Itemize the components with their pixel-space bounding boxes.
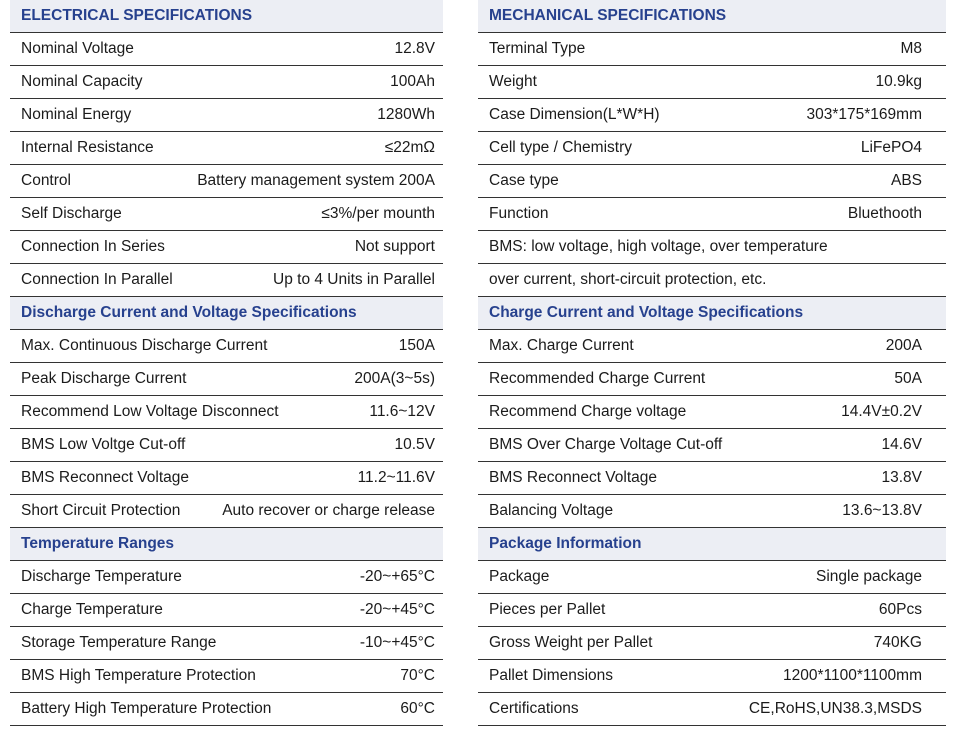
section-header: MECHANICAL SPECIFICATIONS xyxy=(478,0,946,33)
spec-label: Nominal Energy xyxy=(21,106,132,123)
spec-row xyxy=(10,363,443,396)
spec-value: 740KG xyxy=(873,634,922,651)
spec-row xyxy=(10,264,443,297)
right-column xyxy=(478,0,946,726)
spec-row xyxy=(478,99,946,132)
spec-value: 70°C xyxy=(400,667,435,684)
spec-value: Auto recover or charge release xyxy=(222,502,435,519)
spec-row xyxy=(10,330,443,363)
spec-label: Package xyxy=(489,568,550,585)
note-text: BMS: low voltage, high voltage, over temperature xyxy=(489,238,828,255)
package-section xyxy=(478,528,946,726)
spec-value: 10.5V xyxy=(394,436,435,453)
spec-value: CE,RoHS,UN38.3,MSDS xyxy=(748,700,922,717)
spec-value: 50A xyxy=(894,370,922,387)
spec-label: Short Circuit Protection xyxy=(21,502,181,519)
spec-row xyxy=(10,198,443,231)
spec-value: 150A xyxy=(398,337,435,354)
spec-value: -20~+65°C xyxy=(359,568,435,585)
spec-row xyxy=(10,693,443,726)
electrical-specs-section xyxy=(10,0,443,297)
spec-label: BMS Low Voltge Cut-off xyxy=(21,436,186,453)
spec-label: BMS Reconnect Voltage xyxy=(21,469,190,486)
spec-label: Nominal Capacity xyxy=(21,73,143,90)
spec-value: 100Ah xyxy=(390,73,435,90)
spec-label: Case type xyxy=(489,172,559,189)
spec-row xyxy=(10,495,443,528)
spec-label: BMS Over Charge Voltage Cut-off xyxy=(489,436,723,453)
spec-label: Charge Temperature xyxy=(21,601,163,618)
spec-label: Balancing Voltage xyxy=(489,502,614,519)
spec-value: 11.2~11.6V xyxy=(357,469,435,486)
spec-label: Discharge Temperature xyxy=(21,568,182,585)
spec-row xyxy=(478,429,946,462)
spec-row xyxy=(10,429,443,462)
section-header: Charge Current and Voltage Specifications xyxy=(478,297,946,330)
spec-row xyxy=(10,627,443,660)
spec-row xyxy=(10,33,443,66)
bms-note-line xyxy=(478,231,946,264)
spec-value: ≤3%/per mounth xyxy=(321,205,435,222)
spec-row xyxy=(10,594,443,627)
spec-row xyxy=(478,660,946,693)
spec-label: Storage Temperature Range xyxy=(21,634,217,651)
spec-row xyxy=(478,330,946,363)
note-text: over current, short-circuit protection, etc. xyxy=(489,271,767,288)
mechanical-specs-section xyxy=(478,0,946,297)
spec-row xyxy=(478,198,946,231)
section-header: ELECTRICAL SPECIFICATIONS xyxy=(10,0,443,33)
charge-specs-section xyxy=(478,297,946,528)
spec-value: 14.6V xyxy=(881,436,922,453)
spec-value: 200A(3~5s) xyxy=(354,370,435,387)
spec-label: Recommend Low Voltage Disconnect xyxy=(21,403,279,420)
spec-value: -20~+45°C xyxy=(359,601,435,618)
spec-label: Case Dimension(L*W*H) xyxy=(489,106,660,123)
spec-value: 14.4V±0.2V xyxy=(841,403,922,420)
spec-value: 303*175*169mm xyxy=(806,106,922,123)
spec-label: Cell type / Chemistry xyxy=(489,139,632,156)
spec-row xyxy=(10,99,443,132)
spec-row xyxy=(478,495,946,528)
spec-label: Terminal Type xyxy=(489,40,586,57)
spec-label: Function xyxy=(489,205,549,222)
spec-row xyxy=(478,462,946,495)
spec-value: 13.6~13.8V xyxy=(842,502,922,519)
spec-row xyxy=(10,396,443,429)
spec-value: Not support xyxy=(354,238,435,255)
bms-note-line xyxy=(478,264,946,297)
spec-label: Recommend Charge voltage xyxy=(489,403,687,420)
spec-row xyxy=(478,132,946,165)
spec-value: 60Pcs xyxy=(878,601,922,618)
spec-value: LiFePO4 xyxy=(860,139,922,156)
spec-value: 11.6~12V xyxy=(369,403,435,420)
spec-row xyxy=(478,396,946,429)
spec-label: Connection In Series xyxy=(21,238,165,255)
spec-row xyxy=(478,165,946,198)
spec-label: BMS High Temperature Protection xyxy=(21,667,256,684)
spec-row xyxy=(478,693,946,726)
spec-label: Connection In Parallel xyxy=(21,271,173,288)
spec-row xyxy=(478,561,946,594)
spec-value: Battery management system 200A xyxy=(197,172,435,189)
spec-row xyxy=(10,561,443,594)
spec-row xyxy=(10,231,443,264)
spec-label: Max. Charge Current xyxy=(489,337,634,354)
spec-label: Certifications xyxy=(489,700,579,717)
spec-row xyxy=(10,660,443,693)
spec-value: 13.8V xyxy=(881,469,922,486)
spec-value: 1200*1100*1100mm xyxy=(782,667,922,684)
section-header: Package Information xyxy=(478,528,946,561)
spec-value: ABS xyxy=(890,172,922,189)
spec-label: Max. Continuous Discharge Current xyxy=(21,337,268,354)
spec-value: Bluethooth xyxy=(847,205,922,222)
left-column xyxy=(10,0,443,726)
spec-label: Recommended Charge Current xyxy=(489,370,706,387)
spec-value: -10~+45°C xyxy=(359,634,435,651)
spec-label: BMS Reconnect Voltage xyxy=(489,469,658,486)
spec-value: Up to 4 Units in Parallel xyxy=(273,271,435,288)
spec-label: Self Discharge xyxy=(21,205,122,222)
section-header: Temperature Ranges xyxy=(10,528,443,561)
spec-value: 12.8V xyxy=(394,40,435,57)
spec-row xyxy=(10,66,443,99)
temperature-section xyxy=(10,528,443,726)
spec-row xyxy=(10,165,443,198)
discharge-specs-section xyxy=(10,297,443,528)
spec-row xyxy=(478,627,946,660)
spec-row xyxy=(478,66,946,99)
spec-row xyxy=(10,132,443,165)
spec-label: Gross Weight per Pallet xyxy=(489,634,653,651)
spec-label: Peak Discharge Current xyxy=(21,370,187,387)
spec-value: M8 xyxy=(900,40,922,57)
spec-label: Internal Resistance xyxy=(21,139,154,156)
spec-label: Weight xyxy=(489,73,537,90)
spec-value: ≤22mΩ xyxy=(384,139,435,156)
spec-row xyxy=(478,594,946,627)
spec-label: Battery High Temperature Protection xyxy=(21,700,272,717)
spec-label: Control xyxy=(21,172,71,189)
spec-label: Pallet Dimensions xyxy=(489,667,614,684)
spec-label: Nominal Voltage xyxy=(21,40,134,57)
spec-row xyxy=(478,33,946,66)
spec-value: 1280Wh xyxy=(377,106,435,123)
section-header: Discharge Current and Voltage Specifications xyxy=(10,297,443,330)
spec-value: 10.9kg xyxy=(875,73,922,90)
spec-row xyxy=(478,363,946,396)
spec-row xyxy=(10,462,443,495)
spec-value: Single package xyxy=(816,568,922,585)
spec-label: Pieces per Pallet xyxy=(489,601,606,618)
spec-value: 200A xyxy=(885,337,922,354)
spec-value: 60°C xyxy=(400,700,435,717)
